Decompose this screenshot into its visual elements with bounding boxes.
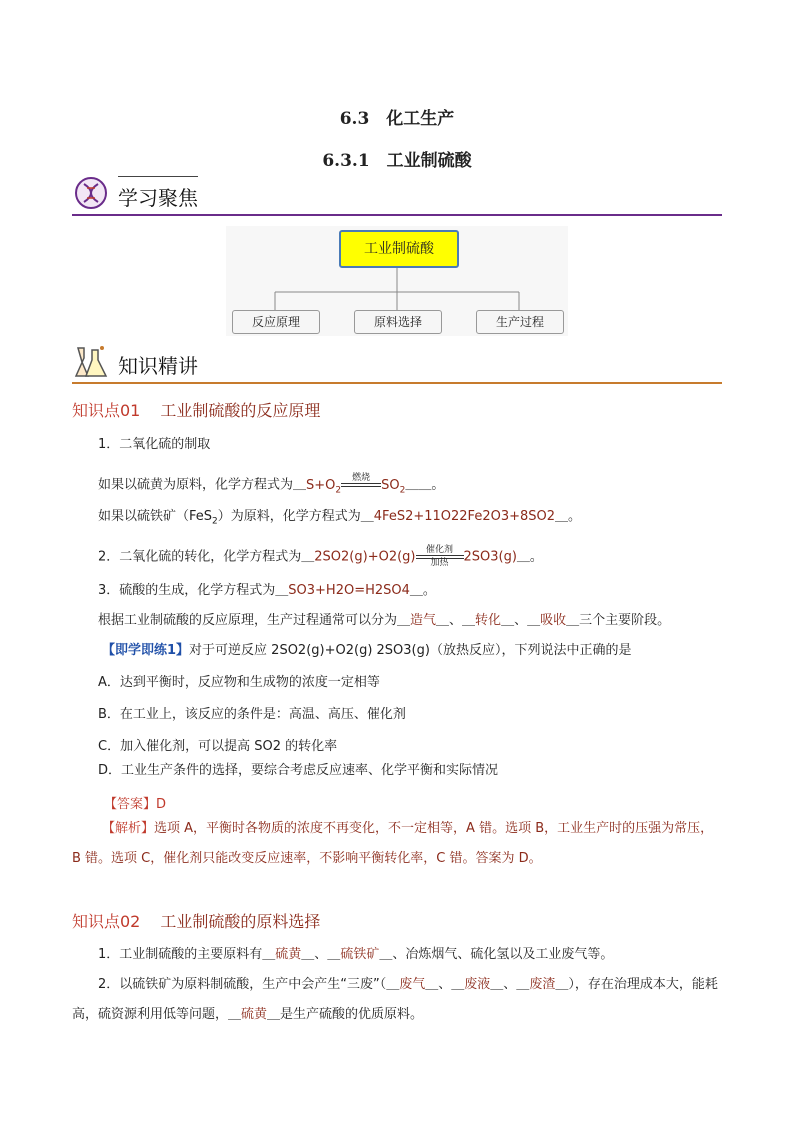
analysis-paragraph: 【解析】选项 A，平衡时各物质的浓度不再变化，不一定相等，A 错。选项 B，工业生产时的压强为常压，B 错。选项 C，催化剂只能改变反应速率，不影响平衡转化率，C 错。答案为 D。 — [72, 821, 714, 866]
dna-icon — [72, 176, 110, 212]
option-d: D．工业生产条件的选择，要综合考虑反应速率、化学平衡和实际情况 — [98, 763, 499, 778]
kp1-sulfur-equation: 如果以硫黄为原料，化学方程式为$\_S+O_2$ 燃烧 $SO_2\_\_$。 — [98, 473, 445, 496]
flask-icon — [72, 344, 110, 380]
answer-line: 【答案】D — [104, 797, 167, 812]
option-c: C．加入催化剂，可以提高 SO2 的转化率 — [98, 739, 338, 754]
kp2-line2: 2．以硫铁矿为原料制硫酸，生产中会产生“三废”（＿废气＿、＿废液＿、＿废渣＿），存在治理成本大，能耗高，硫资源利用低等问题，＿硫黄＿是生产硫酸的优质原料。 — [72, 977, 718, 1022]
section-focus-label: 学习聚焦 — [118, 186, 198, 210]
mindmap-node-principle: 反应原理 — [232, 310, 320, 334]
kp1-heading — [72, 398, 320, 421]
page-subtitle: 6.3.1 工业制硫酸 — [322, 151, 472, 171]
equilibrium-arrow-icon: 催化剂 加热 — [416, 546, 464, 568]
kp1-number: 知识点01 — [72, 401, 141, 420]
kp2-title: 工业制硫酸的原料选择 — [160, 912, 321, 931]
kp2-line1: 1．工业制硫酸的主要原料有＿硫黄＿、＿硫铁矿＿、冶炼烟气、硫化氢以及工业废气等。 — [98, 947, 614, 962]
option-b: B．在工业上，该反应的条件是：高温、高压、催化剂 — [98, 707, 406, 722]
mindmap — [226, 226, 568, 336]
mindmap-node-process: 生产过程 — [476, 310, 564, 334]
page-title: 6.3 化工生产 — [339, 109, 455, 129]
kp2-heading — [72, 909, 320, 932]
section-knowledge-label: 知识精讲 — [118, 354, 198, 378]
kp1-stages: 根据工业制硫酸的反应原理，生产过程通常可以分为＿造气＿、＿转化＿、＿吸收＿三个主要阶段。 — [98, 613, 671, 628]
practice-question: 【即学即练1】对于可逆反应 2SO2(g)+O2(g) 2SO3(g)（放热反应），下列说法中正确的是 — [102, 643, 632, 658]
mindmap-node-material: 原料选择 — [354, 310, 442, 334]
kp1-item2: 2．二氧化硫的转化，化学方程式为＿2SO2(g)+O2(g) 催化剂 加热 2SO3(g)＿。 — [98, 545, 543, 568]
reaction-arrow-icon: 燃烧 — [341, 474, 381, 496]
section-focus-header — [72, 176, 722, 216]
kp1-fes2-equation: 如果以硫铁矿（FeS$_2$）为原料，化学方程式为＿4FeS2+11O22Fe2O3+8SO2＿。 — [98, 509, 582, 527]
kp2-number: 知识点02 — [72, 912, 141, 931]
option-a: A．达到平衡时，反应物和生成物的浓度一定相等 — [98, 675, 380, 690]
kp1-item3: 3．硫酸的生成，化学方程式为＿SO3+H2O=H2SO4＿。 — [98, 583, 436, 598]
section-knowledge-header — [72, 344, 722, 384]
kp1-title: 工业制硫酸的反应原理 — [160, 401, 321, 420]
mindmap-root: 工业制硫酸 — [339, 230, 459, 268]
kp1-item1: 1．二氧化硫的制取 — [98, 437, 211, 452]
